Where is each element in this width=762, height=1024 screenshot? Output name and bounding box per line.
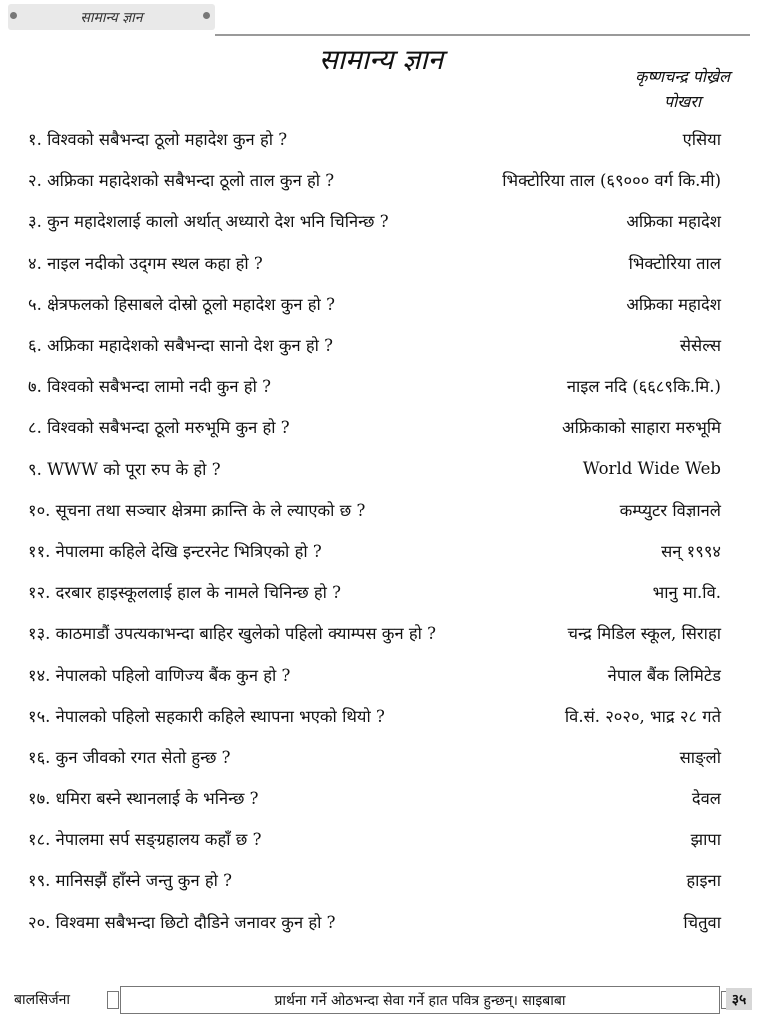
header-tab-label: सामान्य ज्ञान — [80, 9, 143, 26]
question-text: ३. कुन महादेशलाई कालो अर्थात् अध्यारो देश भनि चिनिन्छ ? — [28, 212, 389, 232]
answer-text: चितुवा — [683, 912, 721, 932]
qa-row — [28, 859, 721, 900]
answer-text: भिक्टोरिया ताल — [628, 253, 721, 273]
answer-text: सन् १९९४ — [661, 541, 721, 561]
question-text: १६. कुन जीवको रगत सेतो हुन्छ ? — [28, 747, 231, 767]
question-text: ११. नेपालमा कहिले देखि इन्टरनेट भित्रिएको हो ? — [28, 541, 322, 561]
question-text: १७. धमिरा बस्ने स्थानलाई के भनिन्छ ? — [28, 789, 259, 809]
qa-row — [28, 571, 721, 612]
answer-text: भिक्टोरिया ताल (६९००० वर्ग कि.मी) — [502, 171, 721, 191]
page-number: ३५ — [726, 988, 752, 1010]
header-rule — [215, 34, 750, 36]
page-title: सामान्य ज्ञान — [318, 43, 444, 76]
answer-text: देवल — [691, 789, 721, 809]
question-text: ७. विश्वको सबैभन्दा लामो नदी कुन हो ? — [28, 377, 271, 397]
question-text: २. अफ्रिका महादेशको सबैभन्दा ठूलो ताल कुन हो ? — [28, 171, 335, 191]
answer-text: सेसेल्स — [679, 336, 721, 356]
answer-text: अफ्रिका महादेश — [626, 212, 721, 232]
header-tab — [8, 4, 215, 30]
qa-row — [28, 530, 721, 571]
answer-text: झापा — [690, 830, 721, 850]
question-text: ५. क्षेत्रफलको हिसाबले दोस्रो ठूलो महादेश कुन हो ? — [28, 294, 335, 314]
author-place: पोखरा — [664, 92, 702, 111]
qa-row — [28, 406, 721, 447]
footer-quote-frame — [120, 986, 720, 1014]
qa-row — [28, 695, 721, 736]
question-text: १०. सूचना तथा सञ्चार क्षेत्रमा क्रान्ति के ले ल्याएको छ ? — [28, 500, 366, 520]
question-text: ९. WWW को पूरा रुप के हो ? — [28, 459, 221, 479]
question-text: १४. नेपालको पहिलो वाणिज्य बैंक कुन हो ? — [28, 665, 291, 685]
qa-row — [28, 242, 721, 283]
magazine-name: बालसिर्जना — [14, 992, 70, 1008]
answer-text: अफ्रिकाको साहारा मरुभूमि — [562, 418, 721, 438]
qa-row — [28, 777, 721, 818]
question-answer-list — [28, 118, 721, 942]
question-text: २०. विश्वमा सबैभन्दा छिटो दौडिने जनावर कुन हो ? — [28, 912, 336, 932]
answer-text: World Wide Web — [582, 458, 721, 478]
qa-row — [28, 448, 721, 489]
question-text: १३. काठमाडौं उपत्यकाभन्दा बाहिर खुलेको पहिलो क्याम्पस कुन हो ? — [28, 624, 436, 644]
question-text: १. विश्वको सबैभन्दा ठूलो महादेश कुन हो ? — [28, 130, 288, 150]
question-text: १९. मानिसझैं हाँस्ने जन्तु कुन हो ? — [28, 871, 233, 891]
question-text: १५. नेपालको पहिलो सहकारी कहिले स्थापना भएको थियो ? — [28, 706, 385, 726]
author-name: कृष्णचन्द्र पोख्रेल — [635, 67, 730, 86]
qa-row — [28, 818, 721, 859]
qa-row — [28, 736, 721, 777]
question-text: १२. दरबार हाइस्कूललाई हाल के नामले चिनिन्छ हो ? — [28, 583, 342, 603]
qa-row — [28, 118, 721, 159]
question-text: १८. नेपालमा सर्प सङ्ग्रहालय कहाँ छ ? — [28, 830, 262, 850]
qa-row — [28, 489, 721, 530]
answer-text: नेपाल बैंक लिमिटेड — [607, 665, 721, 685]
header-right-dot — [203, 12, 210, 19]
question-text: ८. विश्वको सबैभन्दा ठूलो मरुभूमि कुन हो ? — [28, 418, 290, 438]
qa-row — [28, 612, 721, 653]
answer-text: एसिया — [682, 130, 721, 150]
footer-quote: प्रार्थना गर्ने ओठभन्दा सेवा गर्ने हात पवित्र हुन्छन्। साइबाबा — [274, 992, 566, 1009]
answer-text: साङ्लो — [679, 747, 721, 767]
question-text: ४. नाइल नदीको उद्‌गम स्थल कहा हो ? — [28, 253, 263, 273]
qa-row — [28, 324, 721, 365]
qa-row — [28, 901, 721, 942]
qa-row — [28, 365, 721, 406]
answer-text: हाइना — [686, 871, 721, 891]
answer-text: कम्प्युटर विज्ञानले — [619, 500, 721, 520]
answer-text: चन्द्र मिडिल स्कूल, सिराहा — [567, 624, 721, 644]
answer-text: वि.सं. २०२०, भाद्र २८ गते — [564, 706, 721, 726]
question-text: ६. अफ्रिका महादेशको सबैभन्दा सानो देश कुन हो ? — [28, 336, 334, 356]
qa-row — [28, 653, 721, 694]
qa-row — [28, 283, 721, 324]
author-block — [635, 64, 730, 114]
answer-text: अफ्रिका महादेश — [626, 294, 721, 314]
qa-row — [28, 200, 721, 241]
answer-text: नाइल नदि (६६८९कि.मि.) — [566, 377, 721, 397]
answer-text: भानु मा.वि. — [652, 583, 721, 603]
header-left-dot — [10, 12, 17, 19]
qa-row — [28, 159, 721, 200]
